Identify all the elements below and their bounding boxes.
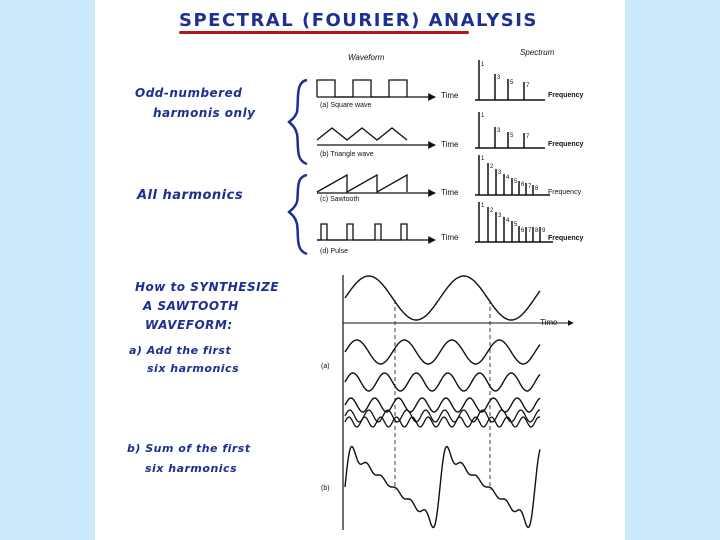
harmonic-1-wave xyxy=(345,276,540,320)
harmonic-sum-wave xyxy=(345,447,540,528)
freq-label-pulse: Frequency xyxy=(548,235,584,242)
harmonic-number: 1 xyxy=(481,62,485,68)
harmonic-number: 7 xyxy=(526,134,530,140)
harmonic-number: 8 xyxy=(535,228,539,234)
page-title: SPECTRAL (FOURIER) ANALYSIS xyxy=(179,10,538,31)
freq-label-square: Frequency xyxy=(548,92,584,99)
harmonic-number: 6 xyxy=(521,228,525,234)
caption-sawtooth: (c) Sawtooth xyxy=(320,196,360,203)
figure-graphics xyxy=(95,0,625,540)
brace-odd xyxy=(289,80,307,164)
note-synth-line2: A SAWTOOTH xyxy=(143,299,239,313)
caption-pulse: (d) Pulse xyxy=(320,248,349,255)
triangle-wave-plot xyxy=(317,128,435,145)
pulse-wave-plot xyxy=(317,224,435,240)
harmonic-number: 4 xyxy=(506,175,510,181)
harmonic-number: 2 xyxy=(490,164,494,170)
sawtooth-spectrum xyxy=(475,155,550,195)
harmonic-2-wave xyxy=(345,340,540,364)
harmonic-number: 5 xyxy=(514,222,518,228)
note-all-harmonics: All harmonics xyxy=(137,188,244,203)
harmonic-number: 4 xyxy=(506,218,510,224)
harmonic-number: 5 xyxy=(510,133,514,139)
harmonic-number: 6 xyxy=(521,182,525,188)
note-sum-line2: six harmonics xyxy=(145,462,238,475)
triangle-spectrum xyxy=(475,112,545,148)
harmonic-number: 7 xyxy=(528,184,532,190)
harmonic-number: 8 xyxy=(535,186,539,192)
harmonic-number: 2 xyxy=(490,208,494,214)
time-label-synthesis: Time xyxy=(540,318,558,327)
harmonic-number: 3 xyxy=(498,170,502,176)
freq-label-sawtooth: Frequency xyxy=(548,189,582,196)
harmonic-number: 3 xyxy=(497,75,501,81)
note-synth-line1: How to SYNTHESIZE xyxy=(135,280,280,294)
time-label-square: Time xyxy=(441,91,459,100)
note-sum-line1: b) Sum of the first xyxy=(127,442,251,455)
note-synth-line3: WAVEFORM: xyxy=(145,318,233,332)
harmonic-number: 3 xyxy=(498,213,502,219)
caption-square: (a) Square wave xyxy=(320,102,372,109)
square-spectrum xyxy=(475,60,545,100)
note-odd-line2: harmonis only xyxy=(153,106,256,120)
harmonic-4-wave xyxy=(345,398,540,412)
synthesis-figure xyxy=(343,275,573,530)
time-label-triangle: Time xyxy=(441,140,459,149)
square-wave-plot xyxy=(317,80,435,97)
harmonic-number: 3 xyxy=(497,128,501,134)
harmonic-number: 1 xyxy=(481,203,485,209)
freq-label-triangle: Frequency xyxy=(548,141,584,148)
pulse-spectrum xyxy=(475,202,553,242)
waveform-header: Waveform xyxy=(348,53,385,62)
harmonic-number: 1 xyxy=(481,113,485,119)
label-b: (b) xyxy=(321,485,330,492)
harmonic-number: 1 xyxy=(481,156,485,162)
sawtooth-wave-plot xyxy=(317,175,435,193)
spectrum-header: Spectrum xyxy=(520,48,555,57)
harmonic-number: 5 xyxy=(510,80,514,86)
time-label-pulse: Time xyxy=(441,233,459,242)
harmonic-number: 5 xyxy=(514,179,518,185)
time-label-sawtooth: Time xyxy=(441,188,459,197)
label-a: (a) xyxy=(321,363,330,370)
note-add-line1: a) Add the first xyxy=(129,344,232,357)
brace-all xyxy=(289,175,307,254)
note-add-line2: six harmonics xyxy=(147,362,240,375)
caption-triangle: (b) Triangle wave xyxy=(320,151,374,158)
harmonic-number: 7 xyxy=(528,228,532,234)
note-odd-line1: Odd-numbered xyxy=(135,86,243,100)
harmonic-number: 7 xyxy=(526,83,530,89)
harmonic-number: 9 xyxy=(542,228,546,234)
harmonic-3-wave xyxy=(345,373,540,391)
document-page xyxy=(95,0,625,540)
